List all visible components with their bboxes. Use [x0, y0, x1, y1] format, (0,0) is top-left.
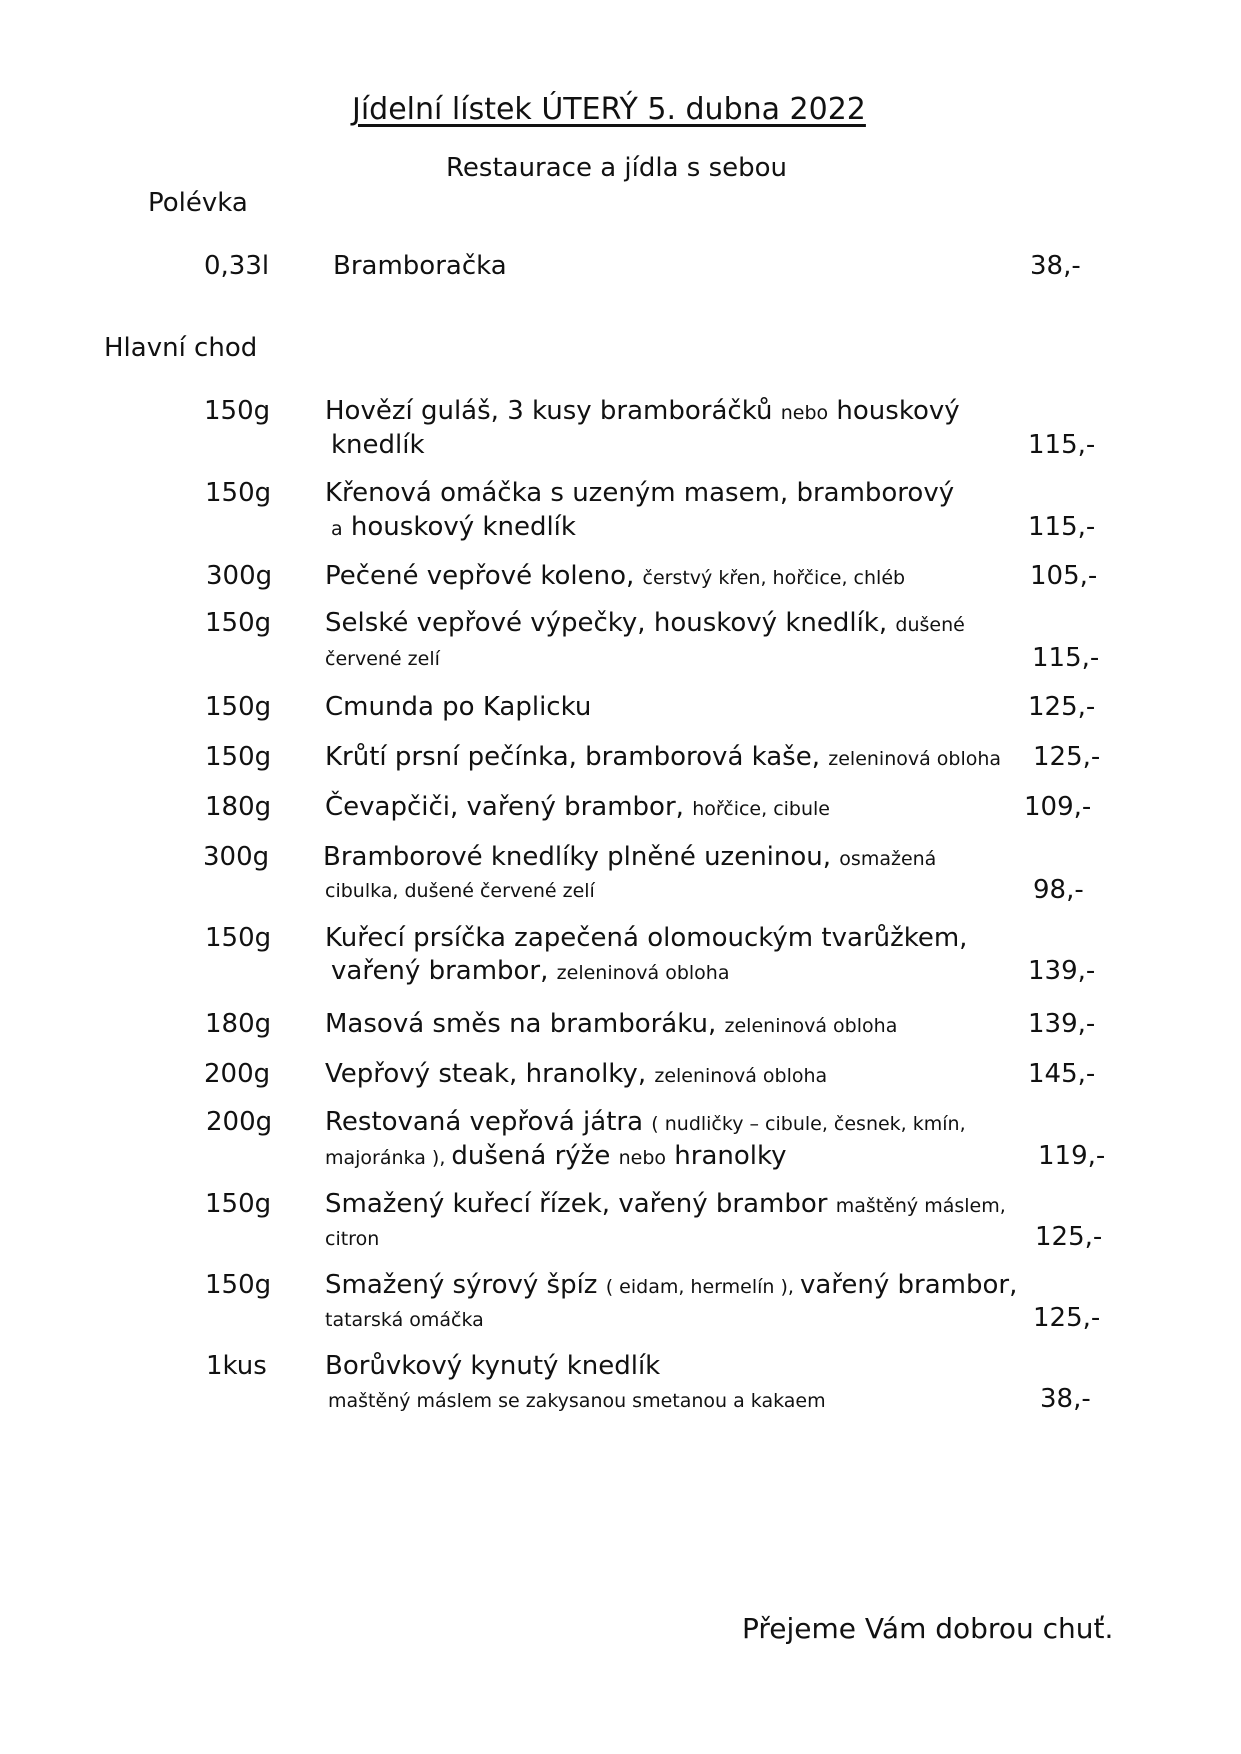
item-price: 38,- — [1040, 1384, 1091, 1414]
item-quantity: 1kus — [206, 1351, 267, 1381]
item-description-line: majoránka ), dušená rýže nebo hranolky — [325, 1141, 787, 1171]
item-description-line: cibulka, dušené červené zelí — [325, 880, 595, 902]
item-description-line: Vepřový steak, hranolky, zeleninová obloha — [325, 1059, 828, 1089]
item-description-line: Hovězí guláš, 3 kusy bramboráčků nebo houskový — [325, 396, 960, 426]
page-title: Jídelní lístek ÚTERÝ 5. dubna 2022 — [352, 92, 866, 127]
item-price: 125,- — [1035, 1222, 1103, 1252]
item-quantity: 150g — [205, 478, 272, 508]
item-quantity: 150g — [205, 692, 272, 722]
item-description-line: Pečené vepřové koleno, čerstvý křen, hořčice, chléb — [325, 561, 906, 591]
closing-message: Přejeme Vám dobrou chuť. — [742, 1612, 1114, 1645]
item-description-line: Smažený sýrový špíz ( eidam, hermelín ), vařený brambor, — [325, 1270, 1018, 1300]
item-price: 105,- — [1030, 561, 1098, 591]
item-name: Borůvkový kynutý knedlík — [325, 1351, 661, 1381]
item-price: 115,- — [1028, 512, 1096, 542]
item-quantity: 300g — [203, 842, 270, 872]
item-price: 109,- — [1024, 792, 1092, 822]
item-quantity: 150g — [205, 1270, 272, 1300]
item-quantity: 150g — [205, 742, 272, 772]
item-description-line: Selské vepřové výpečky, houskový knedlík, dušené — [325, 608, 965, 638]
item-description-line: knedlík — [331, 430, 425, 460]
item-quantity: 0,33l — [204, 251, 270, 281]
item-price: 145,- — [1028, 1059, 1096, 1089]
item-quantity: 150g — [205, 608, 272, 638]
item-quantity: 180g — [205, 1009, 272, 1039]
item-quantity: 180g — [205, 792, 272, 822]
item-price: 115,- — [1028, 430, 1096, 460]
item-price: 98,- — [1033, 875, 1084, 905]
item-quantity: 150g — [205, 1189, 272, 1219]
item-price: 125,- — [1033, 742, 1101, 772]
item-name: Cmunda po Kaplicku — [325, 692, 592, 722]
page-subtitle: Restaurace a jídla s sebou — [446, 153, 788, 183]
item-name: Bramboračka — [333, 251, 507, 281]
item-price: 115,- — [1032, 643, 1100, 673]
item-price: 125,- — [1028, 692, 1096, 722]
item-description-line: Bramborové knedlíky plněné uzeninou, osmažená — [323, 842, 937, 872]
item-price: 139,- — [1028, 1009, 1096, 1039]
item-quantity: 150g — [204, 396, 271, 426]
section-heading-soup: Polévka — [148, 188, 248, 218]
item-description-line: Krůtí prsní pečínka, bramborová kaše, zeleninová obloha — [325, 742, 1002, 772]
section-heading-main: Hlavní chod — [104, 333, 258, 363]
item-description-line: a houskový knedlík — [331, 512, 576, 542]
item-description-line: Kuřecí prsíčka zapečená olomouckým tvarůžkem, — [325, 923, 968, 953]
item-description-line: Restovaná vepřová játra ( nudličky – cibule, česnek, kmín, — [325, 1107, 966, 1137]
item-price: 38,- — [1030, 251, 1081, 281]
item-description-line: vařený brambor, zeleninová obloha — [331, 956, 730, 986]
item-quantity: 200g — [204, 1059, 271, 1089]
item-description-line: Křenová omáčka s uzeným masem, bramborový — [325, 478, 955, 508]
item-description-line: tatarská omáčka — [325, 1309, 484, 1331]
item-description-line: Čevapčiči, vařený brambor, hořčice, cibule — [325, 792, 830, 822]
item-quantity: 150g — [205, 923, 272, 953]
item-price: 125,- — [1033, 1303, 1101, 1333]
item-price: 119,- — [1038, 1141, 1106, 1171]
item-price: 139,- — [1028, 956, 1096, 986]
item-description-line: maštěný máslem se zakysanou smetanou a kakaem — [328, 1390, 826, 1412]
item-description-line: citron — [325, 1228, 380, 1250]
item-description-line: červené zelí — [325, 648, 440, 670]
item-quantity: 200g — [206, 1107, 273, 1137]
item-quantity: 300g — [206, 561, 273, 591]
item-description-line: Masová směs na bramboráku, zeleninová obloha — [325, 1009, 898, 1039]
item-description-line: Smažený kuřecí řízek, vařený brambor maštěný máslem, — [325, 1189, 1006, 1219]
